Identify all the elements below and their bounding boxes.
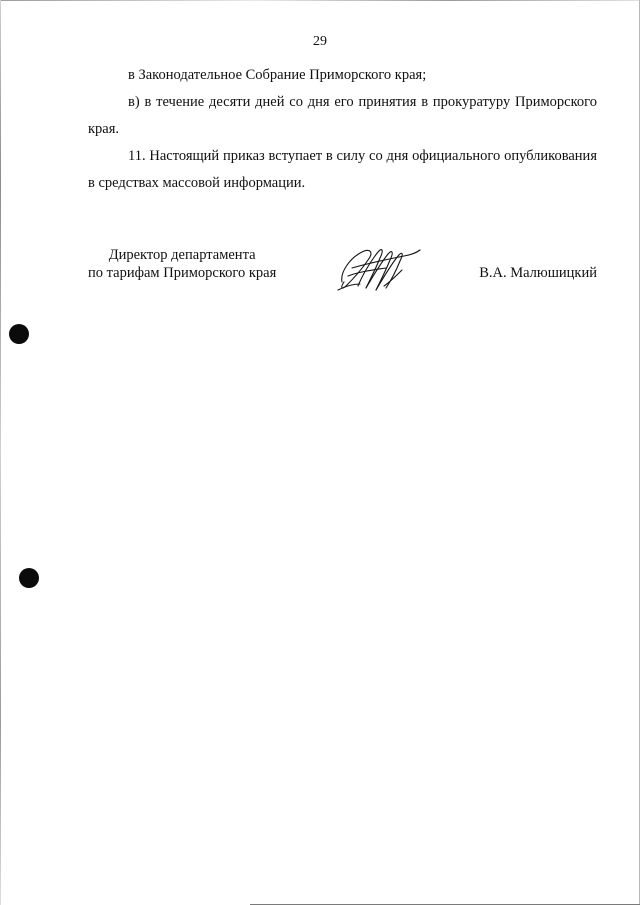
scan-edge-left [0, 0, 1, 905]
signatory-name: В.А. Малюшицкий [479, 265, 597, 281]
punch-hole-bottom [19, 568, 39, 588]
page-number: 29 [313, 34, 327, 49]
signatory-title-line2: по тарифам Приморского края [88, 265, 277, 281]
paragraph-prosecutor-office: в) в течение десяти дней со дня его принятия в прокуратуру Приморского края. [88, 94, 597, 137]
handwritten-signature [336, 242, 422, 294]
punch-hole-top [9, 324, 29, 344]
signatory-title-line1: Директор департамента [108, 247, 256, 263]
scan-edge-top [0, 0, 640, 1]
paragraph-legislative-assembly: в Законодательное Собрание Приморского края; [128, 67, 427, 83]
paragraph-effective-date: 11. Настоящий приказ вступает в силу со дня официального опубликования в средствах массовой информации. [88, 148, 597, 191]
signatory-title [88, 246, 276, 282]
signature-block [88, 246, 597, 306]
